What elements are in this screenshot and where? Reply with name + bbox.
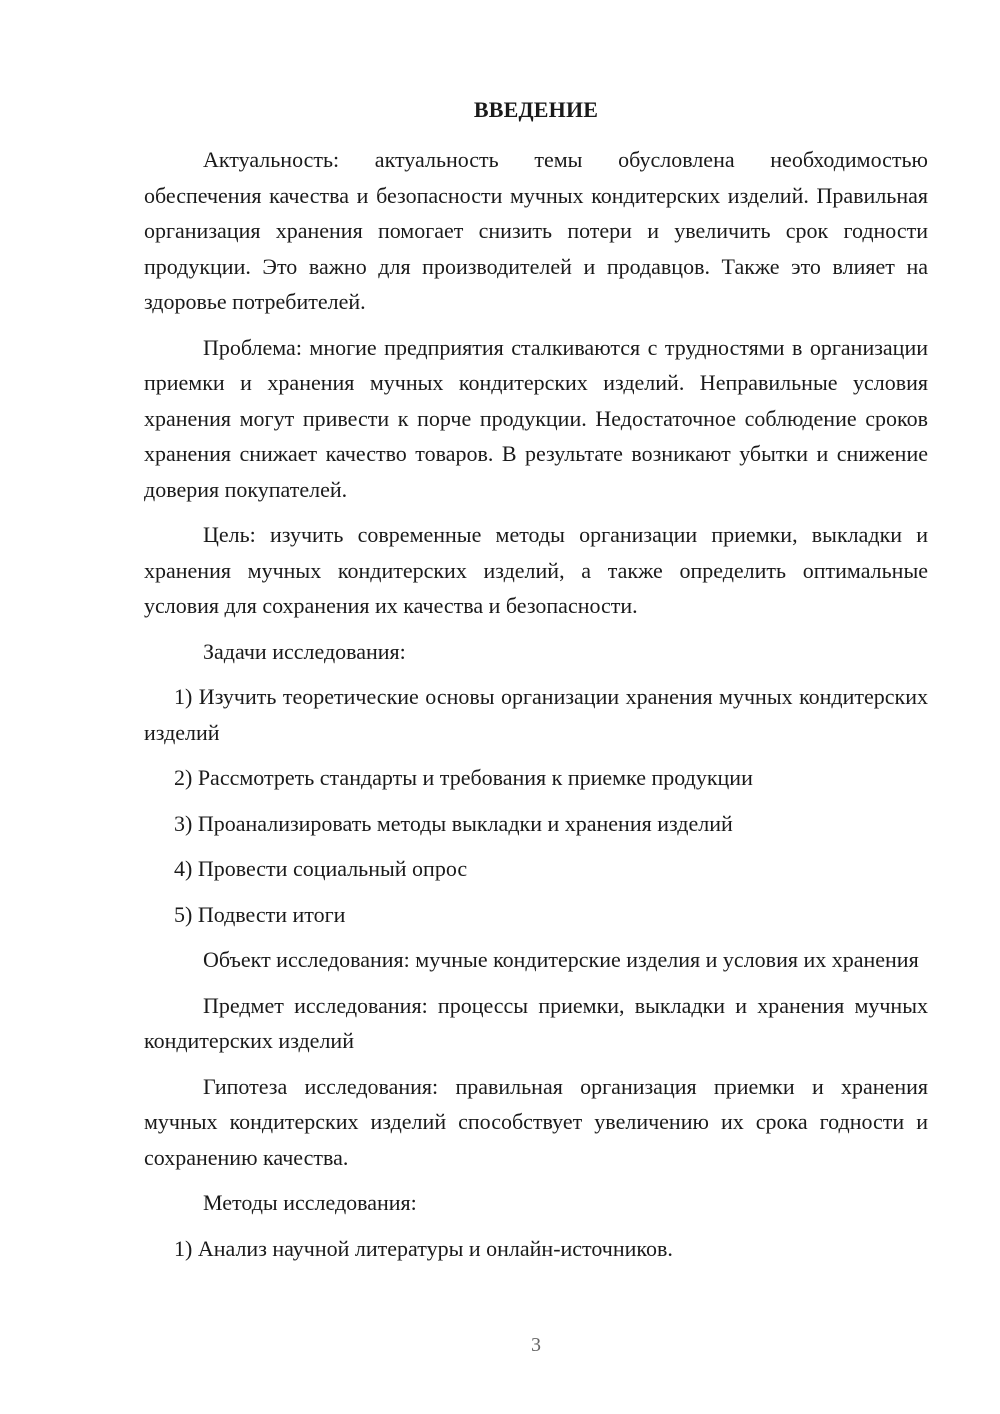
task-item: 1) Изучить теоретические основы организации хранения мучных кондитерских изделий: [144, 684, 928, 745]
task-item: 3) Проанализировать методы выкладки и хранения изделий: [174, 810, 733, 836]
task-item: 5) Подвести итоги: [174, 901, 346, 927]
paragraph-problem: Проблема: многие предприятия сталкиваются с трудностями в организации приемки и хранения мучных кондитерских изделий. Неправильные условия хранения могут привести к порче продукции. Недостаточное соблюдение сроков хранения снижает качество товаров. В результате возникают убытки и снижение доверия покупателей.: [144, 334, 928, 502]
method-item: 1) Анализ научной литературы и онлайн-источников.: [174, 1235, 673, 1261]
paragraph-object: Объект исследования: мучные кондитерские изделия и условия их хранения: [203, 947, 919, 972]
paragraph-relevance: Актуальность: актуальность темы обусловлена необходимостью обеспечения качества и безопасности мучных кондитерских изделий. Правильная организация хранения помогает снизить потери и увеличить срок годности продукции. Это важно для производителей и продавцов. Также это влияет на здоровье потребителей.: [144, 147, 928, 314]
task-item: 4) Провести социальный опрос: [174, 856, 468, 881]
page-number: 3: [531, 1334, 541, 1356]
paragraph-subject: Предмет исследования: процессы приемки, выкладки и хранения мучных кондитерских изделий: [144, 992, 928, 1053]
task-item: 2) Рассмотреть стандарты и требования к приемке продукции: [174, 765, 753, 790]
paragraph-goal: Цель: изучить современные методы организации приемки, выкладки и хранения мучных кондитерских изделий, а также определить оптимальные условия для сохранения их качества и безопасности.: [144, 522, 928, 618]
paragraph-tasks-title: Задачи исследования:: [203, 638, 406, 664]
document-body: [144, 142, 928, 1276]
paragraph-methods-title: Методы исследования:: [203, 1190, 417, 1215]
paragraph-hypothesis: Гипотеза исследования: правильная организация приемки и хранения мучных кондитерских изделий способствует увеличению их срока годности и сохранению качества.: [144, 1073, 928, 1170]
page-heading: ВВЕДЕНИЕ: [473, 97, 599, 122]
